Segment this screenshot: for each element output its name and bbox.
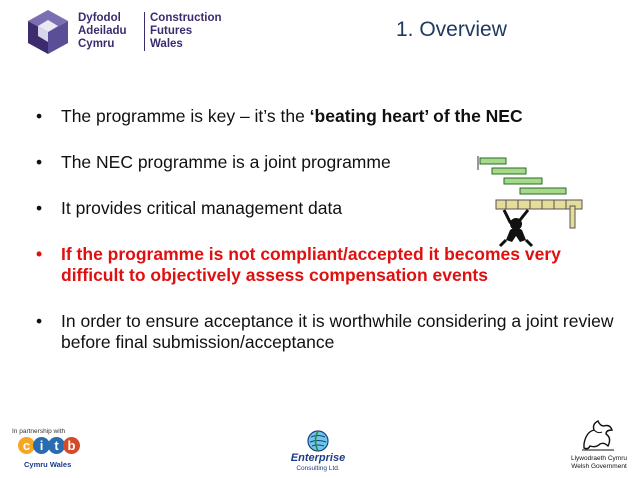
citb-letter: c bbox=[18, 437, 35, 454]
bullet-marker: • bbox=[36, 311, 43, 331]
welsh-dragon-icon bbox=[580, 418, 616, 452]
bullet-item bbox=[34, 311, 624, 353]
citb-logo bbox=[12, 428, 92, 474]
bullet-text: In order to ensure acceptance it is worthwhile considering a joint review before final submission/acceptance bbox=[61, 311, 614, 352]
enterprise-globe-icon bbox=[306, 430, 330, 452]
gantt-lifting-figure-icon bbox=[476, 150, 588, 250]
bullet-text: The programme is key – it’s the bbox=[61, 106, 310, 126]
bullet-item bbox=[34, 152, 441, 173]
logo-welsh-text: Dyfodol Adeiladu Cymru bbox=[78, 12, 127, 50]
bullet-marker: • bbox=[36, 106, 43, 126]
bullet-item bbox=[34, 198, 441, 219]
citb-letter: t bbox=[48, 437, 65, 454]
welsh-government-logo bbox=[566, 418, 632, 476]
construction-futures-cube-icon bbox=[24, 8, 72, 56]
bullet-item bbox=[34, 106, 624, 127]
bullet-text: The NEC programme is a joint programme bbox=[61, 152, 391, 172]
citb-letter: i bbox=[33, 437, 50, 454]
citb-subtitle: Cymru Wales bbox=[24, 460, 72, 469]
bullet-item-highlight bbox=[34, 244, 624, 286]
citb-caption: In partnership with bbox=[12, 428, 66, 435]
enterprise-subtitle: Consulting Ltd. bbox=[296, 465, 340, 472]
slide-title: 1. Overview bbox=[396, 18, 507, 41]
welsh-government-text: Llywodraeth Cymru Welsh Government bbox=[571, 455, 627, 470]
construction-futures-wales-logo bbox=[24, 8, 222, 58]
bullet-marker: • bbox=[36, 244, 43, 264]
enterprise-name: Enterprise bbox=[290, 452, 346, 464]
bullet-text: If the programme is not compliant/accepted it becomes very difficult to objectively assess compensation events bbox=[61, 244, 561, 285]
citb-wordmark bbox=[18, 437, 78, 455]
enterprise-logo bbox=[278, 430, 358, 474]
citb-letter: b bbox=[63, 437, 80, 454]
bullet-marker: • bbox=[36, 152, 43, 172]
logo-english-text: Construction Futures Wales bbox=[144, 12, 222, 51]
bullet-marker: • bbox=[36, 198, 43, 218]
bullet-text: It provides critical management data bbox=[61, 198, 343, 218]
bullet-emphasis: ‘beating heart’ of the NEC bbox=[309, 106, 523, 126]
